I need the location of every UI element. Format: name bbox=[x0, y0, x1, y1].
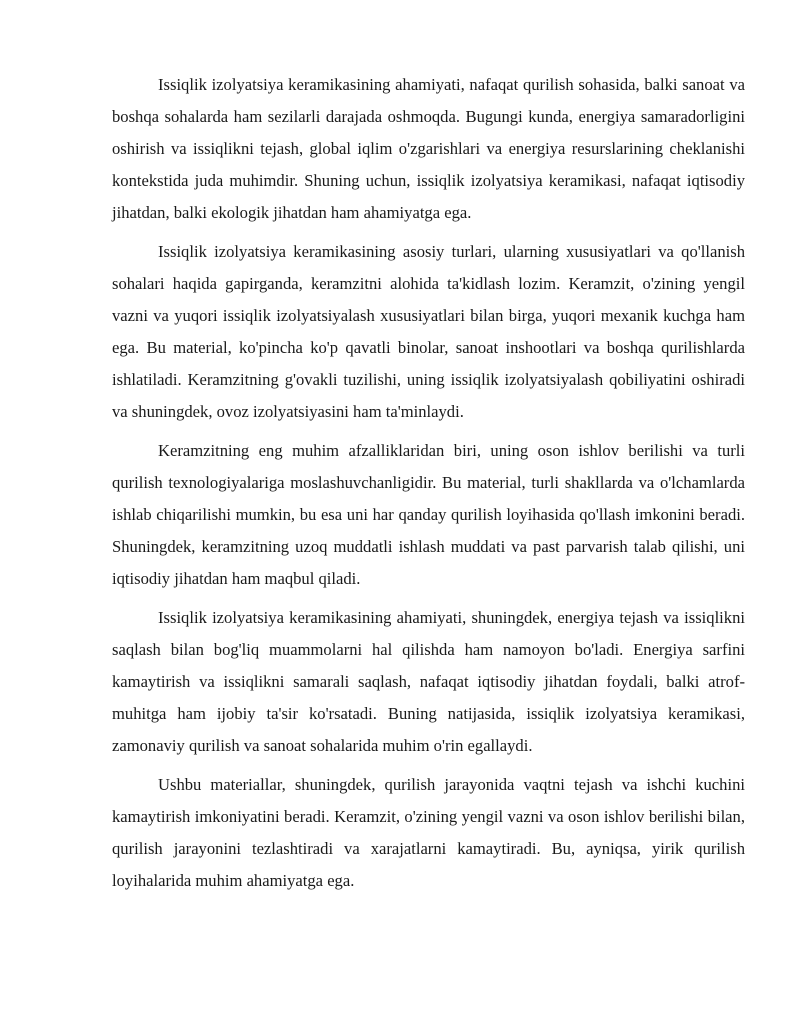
paragraph-2: Issiqlik izolyatsiya keramikasining asosiy turlari, ularning xususiyatlari va qo'llanish sohalari haqida gapirganda, keramzitni alohida ta'kidlash lozim. Keramzit, o'zining yengil vazni va yuqori issiqlik izolyatsiyalash xususiyatlari bilan birga, yuqori mexanik kuchga ham ega. Bu material, ko'pincha ko'p qavatli binolar, sanoat inshootlari va boshqa qurilishlarda ishlatiladi. Keramzitning g'ovakli tuzilishi, uning issiqlik izolyatsiyalash qobiliyatini oshiradi va shuningdek, ovoz izolyatsiyasini ham ta'minlaydi. bbox=[112, 242, 745, 421]
paragraph-5: Ushbu materiallar, shuningdek, qurilish jarayonida vaqtni tejash va ishchi kuchini kamaytirish imkoniyatini beradi. Keramzit, o'zining yengil vazni va oson ishlov berilishi bilan, qurilish jarayonini tezlashtiradi va xarajatlarni kamaytiradi. Bu, ayniqsa, yirik qurilish loyihalarida muhim ahamiyatga ega. bbox=[112, 775, 745, 890]
document-body bbox=[112, 69, 745, 904]
paragraph-1: Issiqlik izolyatsiya keramikasining ahamiyati, nafaqat qurilish sohasida, balki sanoat va boshqa sohalarda ham sezilarli darajada oshmoqda. Bugungi kunda, energiya samaradorligini oshirish va issiqlikni tejash, global iqlim o'zgarishlari va energiya resurslarining cheklanishi kontekstida juda muhimdir. Shuning uchun, issiqlik izolyatsiya keramikasi, nafaqat iqtisodiy jihatdan, balki ekologik jihatdan ham ahamiyatga ega. bbox=[112, 75, 745, 222]
paragraph-3: Keramzitning eng muhim afzalliklaridan biri, uning oson ishlov berilishi va turli qurilish texnologiyalariga moslashuvchanligidir. Bu material, turli shakllarda va o'lchamlarda ishlab chiqarilishi mumkin, bu esa uni har qanday qurilish loyihasida qo'llash imkonini beradi. Shuningdek, keramzitning uzoq muddatli ishlash muddati va past parvarish talab qilishi, uni iqtisodiy jihatdan ham maqbul qiladi. bbox=[112, 441, 745, 588]
paragraph-4: Issiqlik izolyatsiya keramikasining ahamiyati, shuningdek, energiya tejash va issiqlikni saqlash bilan bog'liq muammolarni hal qilishda ham namoyon bo'ladi. Energiya sarfini kamaytirish va issiqlikni samarali saqlash, nafaqat iqtisodiy jihatdan foydali, balki atrof-muhitga ham ijobiy ta'sir ko'rsatadi. Buning natijasida, issiqlik izolyatsiya keramikasi, zamonaviy qurilish va sanoat sohalarida muhim o'rin egallaydi. bbox=[112, 608, 745, 755]
